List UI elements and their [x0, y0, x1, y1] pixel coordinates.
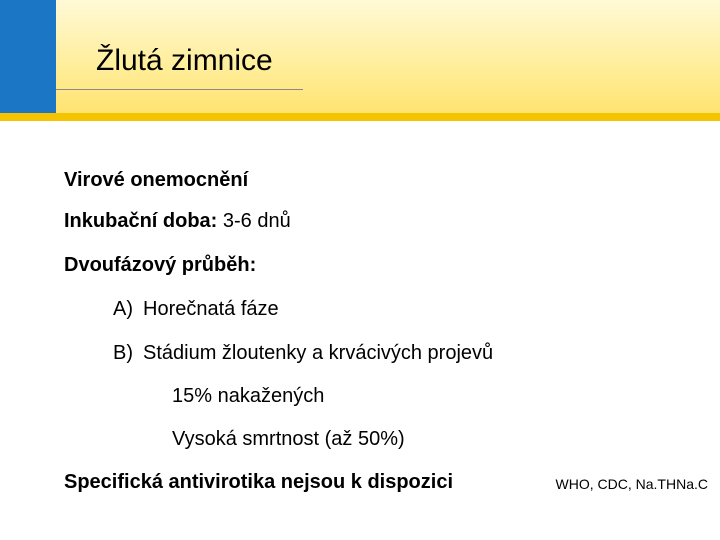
bullet-label: Inkubační doba: [64, 210, 218, 232]
phase-a [113, 297, 279, 321]
phase-text: Horečnatá fáze [143, 298, 279, 320]
bullet-label: Virové onemocnění [64, 169, 249, 191]
phase-b [113, 341, 493, 365]
bullet-label: Dvoufázový průběh: [64, 254, 257, 276]
bullet-inkubacni-doba [64, 209, 291, 233]
bullet-virove-onemocneni [64, 168, 248, 192]
bullet-dvoufazovy-prubeh [64, 253, 256, 277]
title-accent-block [0, 0, 56, 113]
sub-item-nakazenych: 15% nakažených [172, 385, 325, 407]
bullet-value: 3-6 dnů [217, 210, 291, 232]
slide-title: Žlutá zimnice [96, 44, 273, 77]
source-citation: WHO, CDC, Na.THNa.C [555, 476, 708, 492]
header-strip [0, 113, 720, 121]
bullet-antivirotika: Specifická antivirotika nejsou k dispozici [64, 471, 454, 493]
title-underline [56, 89, 303, 90]
phase-text: Stádium žloutenky a krvácivých projevů [143, 342, 494, 364]
phase-marker: B) [113, 342, 133, 364]
sub-item-smrtnost: Vysoká smrtnost (až 50%) [172, 428, 405, 450]
phase-marker: A) [113, 298, 133, 320]
